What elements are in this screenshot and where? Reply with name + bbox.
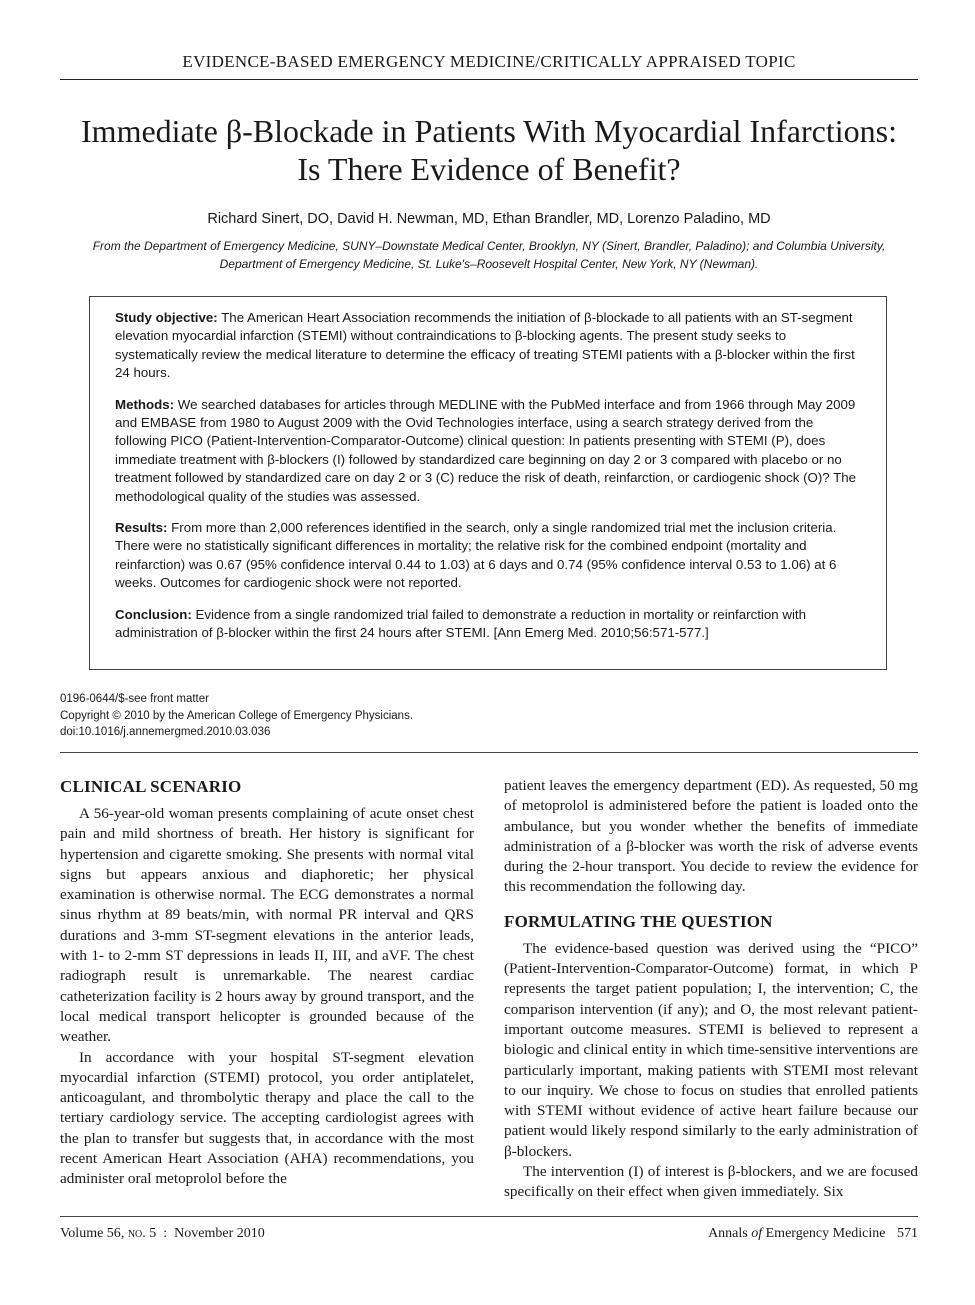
journal-name-b: Emergency Medicine <box>765 1226 886 1241</box>
section-rule <box>60 752 918 753</box>
author-list: Richard Sinert, DO, David H. Newman, MD, Ethan Brandler, MD, Lorenzo Paladino, MD <box>207 211 771 227</box>
volume: Volume 56 <box>60 1226 121 1241</box>
footer-rule <box>60 1216 918 1217</box>
doi-link[interactable]: doi:10.1016/j.annemergmed.2010.03.036 <box>60 726 271 738</box>
separator: : <box>163 1226 168 1241</box>
methods-label: Methods: <box>115 396 175 412</box>
affiliation: From the Department of Emergency Medicine, SUNY–Downstate Medical Center, Brooklyn, NY (Sinert, Brandler, Paladino); and Columbia University, Department of Emergency Medicine, St. Luke's–Roosevelt Hospital Center, New York, NY (Newman). <box>92 239 886 271</box>
front-matter <box>60 691 560 741</box>
issn-line: 0196-0644/$-see front matter <box>60 693 209 705</box>
conclusion-text: Evidence from a single randomized trial failed to demonstrate a reduction in mortality or reinfarction with administration of β-blocker within the first 24 hours after STEMI. [Ann Emerg Med. 2010;56:571-577.] <box>115 606 806 641</box>
clinical-scenario-heading: CLINICAL SCENARIO <box>60 777 242 796</box>
formulating-question-paragraph-2: The intervention (I) of interest is β-blockers, and we are focused specifically on their effect when given immediately. Six <box>504 1163 918 1201</box>
clinical-scenario-paragraph-1: A 56-year-old woman presents complaining of acute onset chest pain and mild shortness of breath. Her history is significant for hypertension and cigarette smoking. She presents with normal vital signs but appears anxious and diaphoretic; her physical examination is otherwise normal. The ECG demonstrates a normal sinus rhythm at 89 beats/min, with normal PR interval and QRS durations and 3-mm ST-segment elevations in the anterior leads, with 1- to 2-mm ST depressions in leads II, III, and aVF. The chest radiograph result is unremarkable. The nearest cardiac catheterization facility is 2 hours away by ground transport, and the local medical transport helicopter is grounded because of the weather. <box>60 805 474 1046</box>
conclusion-label: Conclusion: <box>115 606 192 622</box>
article-title <box>60 112 918 188</box>
objective-text: The American Heart Association recommends the initiation of β-blockade to all patients with an ST-segment elevation myocardial infarction (STEMI) without contraindications to β-blocking agents. The present study seeks to systematically review the medical literature to determine the efficacy of treating STEMI patients with a β-blocker within the first 24 hours. <box>115 310 855 381</box>
journal-name-a: Annals <box>708 1226 748 1241</box>
journal-footer <box>708 1226 918 1242</box>
issue-date: November 2010 <box>174 1226 265 1241</box>
objective-label: Study objective: <box>115 310 218 325</box>
abstract-results <box>115 519 862 593</box>
copyright-line: Copyright © 2010 by the American College of Emergency Physicians. <box>60 709 414 722</box>
abstract-methods <box>115 396 862 506</box>
body-column-right <box>504 776 918 1203</box>
body-column-left <box>60 776 474 1190</box>
formulating-question-heading: FORMULATING THE QUESTION <box>504 911 773 931</box>
issue-number: no. 5 <box>127 1226 157 1241</box>
results-text: From more than 2,000 references identified in the search, only a single randomized trial met the inclusion criteria. There were no statistically significant differences in mortality; the relative risk for the combined endpoint (mortality and reinfarction) was 0.67 (95% confidence interval 0.44 to 1.03) at 6 days and 0.74 (95% confidence interval 0.53 to 1.06) at 6 weeks. Outcomes for cardiogenic shock were not reported. <box>115 520 837 591</box>
abstract-box <box>89 296 887 670</box>
clinical-scenario-paragraph-2: In accordance with your hospital ST-segment elevation myocardial infarction (STEMI) protocol, you order antiplatelet, anticoagulant, and thrombolytic therapy and place the call to the tertiary cardiology service. The accepting cardiologist agrees with the plan to transfer but suggests that, in accordance with the most recent American Heart Association (AHA) recommendations, you administer oral metoprolol before the <box>60 1048 474 1188</box>
abstract-objective <box>115 309 862 383</box>
results-label: Results: <box>115 520 168 536</box>
clinical-scenario-paragraph-2-continued: patient leaves the emergency department (ED). As requested, 50 mg of metoprolol is administered before the patient is loaded onto the ambulance, but you wonder whether the benefits of immediate administration of a β-blocker was worth the risk of adverse events during the 2-hour transport. You decide to review the evidence for this recommendation the following day. <box>504 777 918 896</box>
title-line-2: Is There Evidence of Benefit? <box>297 151 681 187</box>
issue-info: Volume 56, no. 5 : November 2010 <box>60 1226 265 1241</box>
title-line-1: Immediate β-Blockade in Patients With Myocardial Infarctions: <box>81 113 897 149</box>
running-header: EVIDENCE-BASED EMERGENCY MEDICINE/CRITICALLY APPRAISED TOPIC <box>182 52 796 71</box>
header-rule <box>60 79 918 80</box>
methods-text: We searched databases for articles through MEDLINE with the PubMed interface and from 1966 through May 2009 and EMBASE from 1980 to August 2009 with the Ovid Technologies interface, using a search strategy derived from the following PICO (Patient-Intervention-Comparator-Outcome) clinical question: In patients presenting with STEMI (P), does immediate treatment with β-blockers (I) followed by standardized care beginning on day 2 or 3 compared with placebo or no treatment followed by standardized care on day 2 or 3 (C) reduce the risk of death, reinfarction, or cardiogenic shock (O)? The methodological quality of the studies was assessed. <box>115 396 857 504</box>
abstract-conclusion <box>115 606 862 643</box>
formulating-question-paragraph-1: The evidence-based question was derived using the “PICO” (Patient-Intervention-Comparator-Outcome) format, in which P represents the target patient population; I, the intervention; C, the comparison intervention (if any); and O, the most relevant patient-important outcome measures. STEMI is believed to represent a biologic and clinical entity in which time-sensitive interventions are particularly important, making patients with STEMI most relevant to our inquiry. We chose to focus on studies that enrolled patients with STEMI without evidence of active heart failure because our patient would likely respond similarly to the early administration of β-blockers. <box>504 939 918 1160</box>
journal-name-of: of <box>751 1226 763 1241</box>
page-number: 571 <box>897 1226 918 1241</box>
